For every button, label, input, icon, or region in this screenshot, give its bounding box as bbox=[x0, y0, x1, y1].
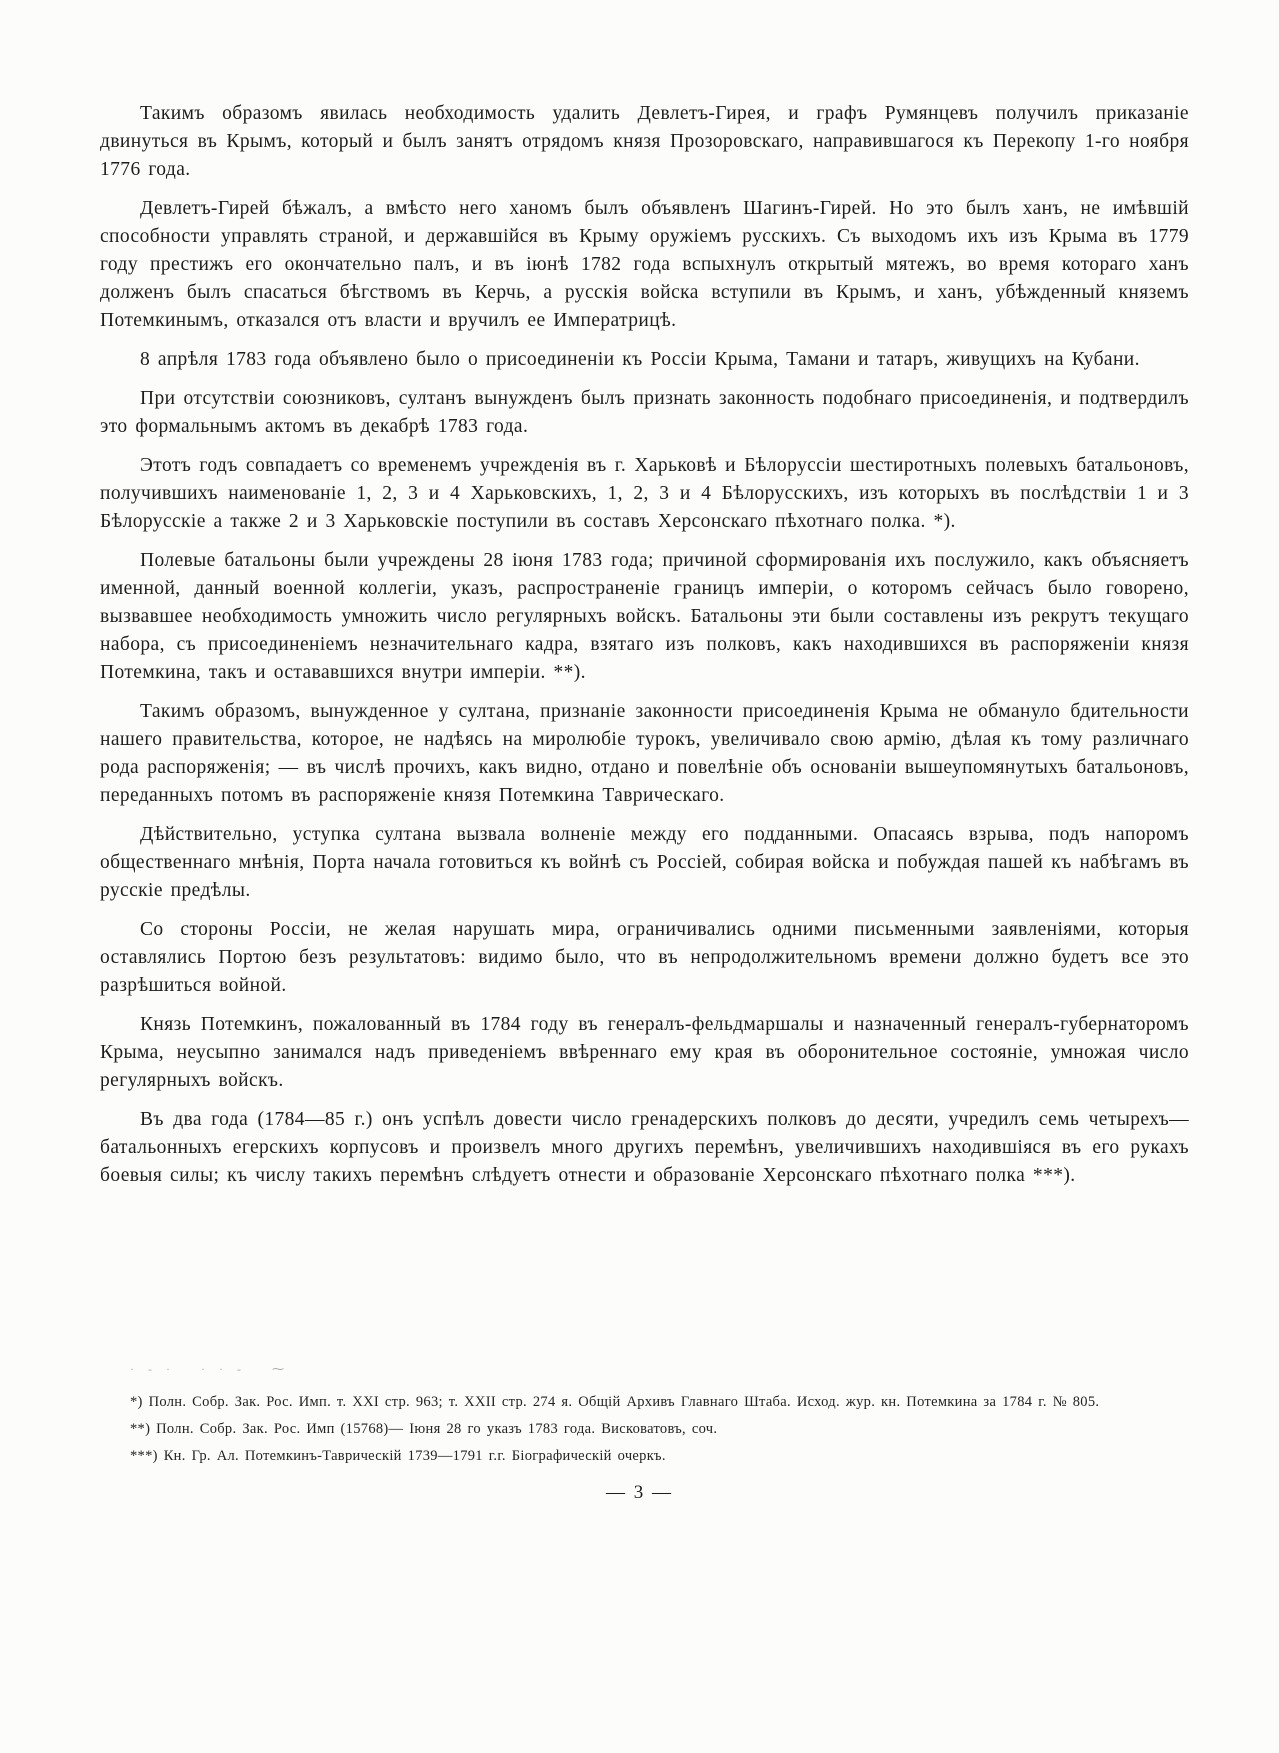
paragraph: Полевые батальоны были учреждены 28 іюня 1783 года; причиной сформированія ихъ послужило, какъ объясняетъ именной, данный военной коллегіи, указъ, распространеніе границъ имперіи, о которомъ сейчасъ было говорено, вызвавшее необходимость умножить число регулярныхъ войскъ. Батальоны эти были составлены изъ рекрутъ текущаго набора, съ присоединеніемъ незначительнаго кадра, взятаго изъ полковъ, какъ находившихся въ распоряженіи князя Потемкина, такъ и остававшихся внутри имперіи. **). bbox=[100, 550, 1189, 683]
paragraph: Этотъ годъ совпадаетъ со временемъ учрежденія въ г. Харьковѣ и Бѣлоруссіи шестиротныхъ полевыхъ батальоновъ, получившихъ наименованіе 1, 2, 3 и 4 Харьковскихъ, 1, 2, 3 и 4 Бѣлорусскихъ, изъ которыхъ въ послѣдствіи 1 и 3 Бѣлорусскіе а также 2 и 3 Харьковскіе поступили въ составъ Херсонскаго пѣхотнаго полка. *). bbox=[100, 455, 1189, 532]
paragraph: 8 апрѣля 1783 года объявлено было о присоединеніи къ Россіи Крыма, Тамани и татаръ, живущихъ на Кубани. bbox=[140, 349, 1140, 370]
paragraph: Со стороны Россіи, не желая нарушать мира, ограничивались одними письменными заявленіями, которыя оставлялись Портою безъ результатовъ: видимо было, что въ непродолжительномъ времени должно будетъ все это разрѣшиться войной. bbox=[100, 919, 1189, 996]
paragraph: Девлетъ-Гирей бѣжалъ, а вмѣсто него ханомъ былъ объявленъ Шагинъ-Гирей. Но это былъ ханъ, не имѣвшій способности управлять страной, и державшійся въ Крыму оружіемъ русскихъ. Съ выходомъ ихъ изъ Крыма въ 1779 году престижъ его окончательно палъ, и въ іюнѣ 1782 года вспыхнулъ открытый мятежъ, во время котораго ханъ долженъ былъ спасаться бѣгствомъ въ Керчь, а русскія войска вступили въ Крымъ, и ханъ, убѣжденный княземъ Потемкинымъ, отказался отъ власти и вручилъ ее Императрицѣ. bbox=[100, 198, 1189, 331]
footnote: **) Полн. Собр. Зак. Рос. Имп (15768)— Іюня 28 го указъ 1783 года. Висковатовъ, соч. bbox=[130, 1421, 718, 1437]
paragraph: Князь Потемкинъ, пожалованный въ 1784 году въ генералъ-фельдмаршалы и назначенный генералъ-губернаторомъ Крыма, неусыпно занимался надъ приведеніемъ ввѣреннаго ему края въ оборонительное состояніе, умножая число регулярныхъ войскъ. bbox=[100, 1014, 1189, 1091]
footnote: ***) Кн. Гр. Ал. Потемкинъ-Таврическій 1739—1791 г.г. Біографическій очеркъ. bbox=[130, 1448, 666, 1464]
paragraph: Въ два года (1784—85 г.) онъ успѣлъ довести число гренадерскихъ полковъ до десяти, учредилъ семь четырехъ—батальонныхъ егерскихъ корпусовъ и произвелъ много другихъ перемѣнъ, увеличившихъ находившіяся въ его рукахъ боевыя силы; къ числу такихъ перемѣнъ слѣдуетъ отнести и образованіе Херсонскаго пѣхотнаго полка ***). bbox=[100, 1109, 1189, 1186]
paragraph: Такимъ образомъ явилась необходимость удалить Девлетъ-Гирея, и графъ Румянцевъ получилъ приказаніе двинуться въ Крымъ, который и былъ занятъ отрядомъ князя Прозоровскаго, направившагося къ Перекопу 1-го ноября 1776 года. bbox=[100, 103, 1189, 180]
body-text bbox=[100, 100, 1189, 1190]
footnote: *) Полн. Собр. Зак. Рос. Имп. т. XXI стр. 963; т. XXII стр. 274 я. Общій Архивъ Главнаго Штаба. Исход. жур. кн. Потемкина за 1784 г. № 805. bbox=[130, 1394, 1100, 1410]
footnotes-section bbox=[100, 1392, 1187, 1473]
paragraph: Дѣйствительно, уступка султана вызвала волненіе между его подданными. Опасаясь взрыва, подъ напоромъ общественнаго мнѣнія, Порта начала готовиться къ войнѣ съ Россіей, собирая войска и побуждая пашей къ набѣгамъ въ русскіе предѣлы. bbox=[100, 824, 1189, 901]
paragraph: Такимъ образомъ, вынужденное у султана, признаніе законности присоединенія Крыма не обмануло бдительности нашего правительства, которое, не надѣясь на миролюбіе турокъ, увеличивало свою армію, дѣлая къ тому различнаго рода распоряженія; — въ числѣ прочихъ, какъ видно, отдано и повелѣніе объ основаніи вышеупомянутыхъ батальоновъ, переданныхъ потомъ въ распоряженіе князя Потемкина Таврическаго. bbox=[100, 701, 1189, 806]
scan-artifact-marks: ·-· ··- ⁓ bbox=[130, 1362, 298, 1376]
page-number: — 3 — bbox=[606, 1482, 673, 1503]
paragraph: При отсутствіи союзниковъ, султанъ вынужденъ былъ признать законность подобнаго присоединенія, и подтвердилъ это формальнымъ актомъ въ декабрѣ 1783 года. bbox=[100, 388, 1189, 437]
